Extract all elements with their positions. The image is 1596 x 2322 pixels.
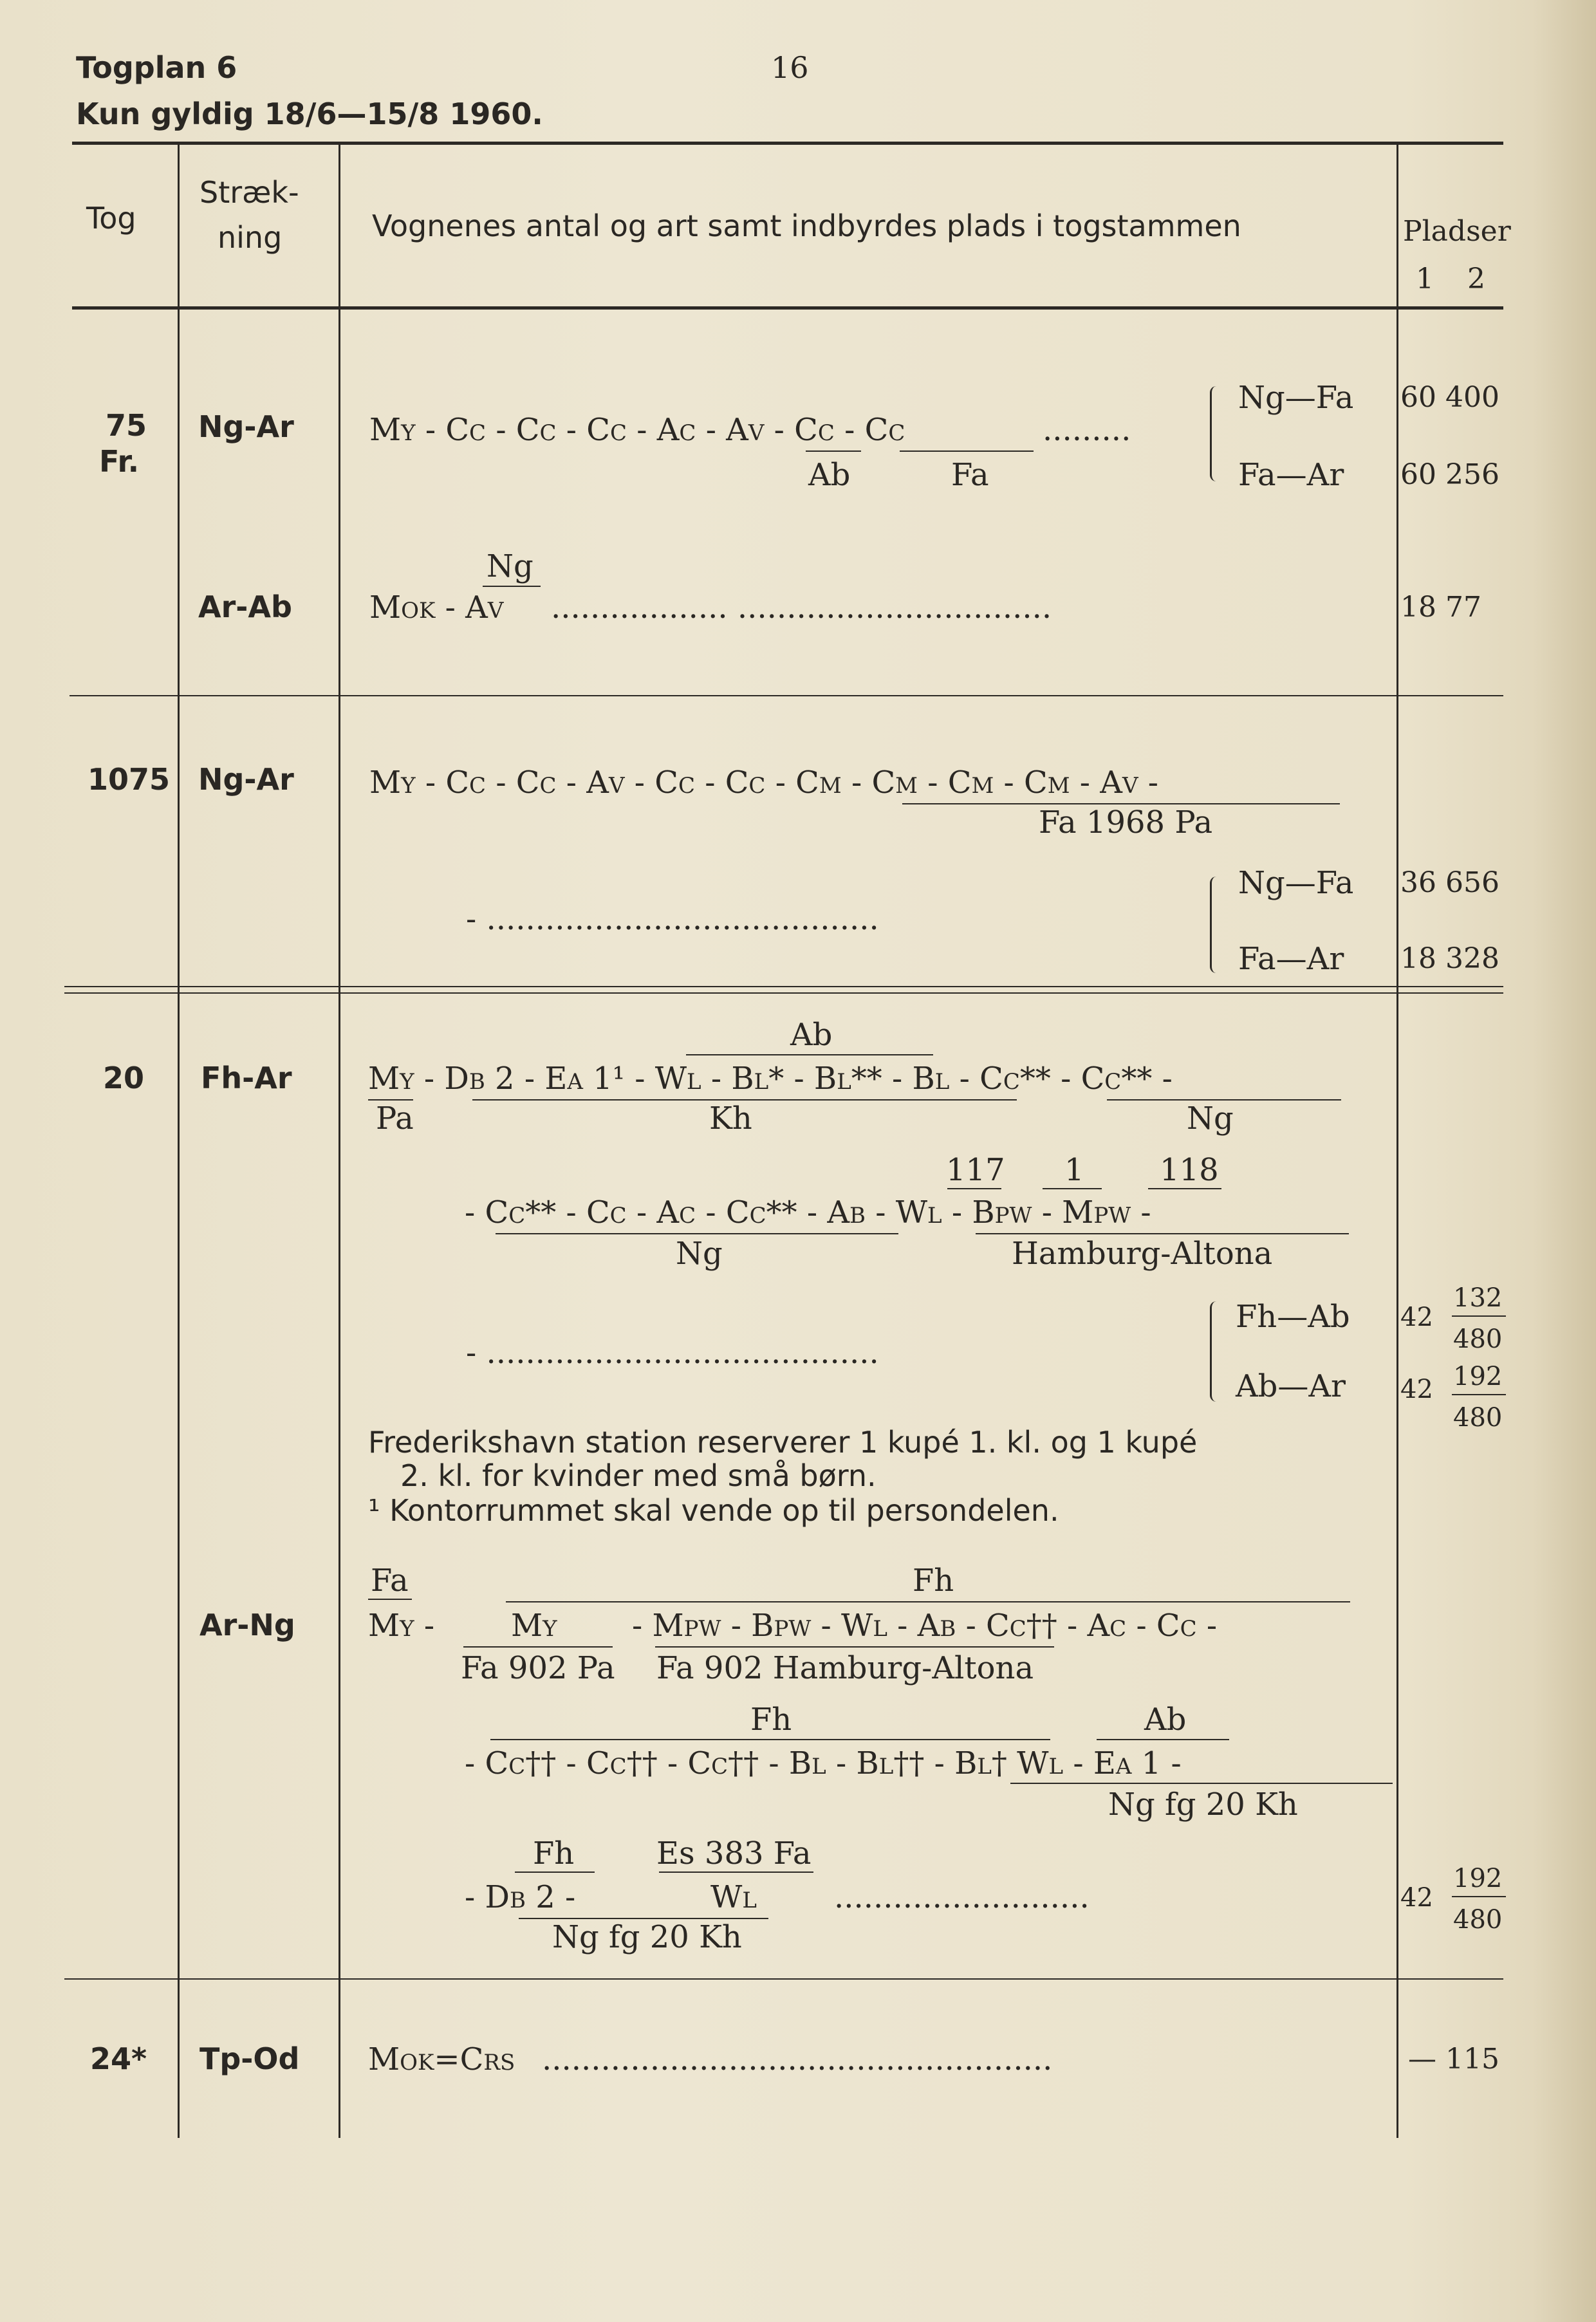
sub-label: 117 — [946, 1152, 1005, 1188]
column-rule-3 — [1396, 143, 1398, 2138]
seat-fraction-denominator: 480 — [1453, 1905, 1503, 1935]
consist-line: - Cc†† - Cc†† - Cc†† - Bl - Bl†† - Bl† Wl - Ea 1 - — [465, 1745, 1182, 1781]
segment-label: Fa—Ar — [1238, 457, 1344, 493]
leader-dots: - ........................................ — [466, 901, 879, 937]
underline — [900, 450, 1034, 452]
seat-count: — 115 — [1408, 2043, 1499, 2076]
seat-fraction-numerator: 132 — [1453, 1283, 1503, 1313]
sub-label: Fa 902 Hamburg-Altona — [656, 1650, 1034, 1686]
seat-fraction-numerator: 192 — [1453, 1864, 1503, 1893]
validity-text: Kun gyldig 18/6—15/8 1960. — [76, 97, 543, 131]
seat-count: 60 400 — [1400, 381, 1499, 414]
seat-count: 42 — [1400, 1303, 1433, 1332]
sub-label: Pa — [376, 1101, 414, 1137]
train-number: 1075 — [88, 762, 171, 797]
sub-label: Fa 1968 Pa — [1039, 804, 1213, 841]
fraction-bar — [1452, 1315, 1506, 1317]
header-rule — [72, 142, 1503, 145]
sub-label: Fh — [533, 1835, 575, 1872]
route: Ar-Ng — [200, 1608, 295, 1642]
column-header-pladser: Pladser — [1403, 215, 1511, 248]
underline — [1010, 1783, 1393, 1784]
underline — [976, 1233, 1349, 1234]
underline — [496, 1233, 898, 1234]
footnote: ¹ Kontorrummet skal vende op til persondelen. — [368, 1493, 1059, 1528]
sub-label: Ng fg 20 Kh — [552, 1919, 742, 1955]
row-divider-1075-b — [64, 992, 1503, 994]
seat-count: 36 656 — [1400, 866, 1499, 899]
sub-label: Ab — [1144, 1702, 1187, 1738]
sub-label: Kh — [709, 1101, 752, 1137]
row-divider-1075-a — [64, 986, 1503, 987]
seat-count: 60 256 — [1400, 458, 1499, 491]
seat-count: 42 — [1400, 1883, 1433, 1913]
sub-label: Ng — [1187, 1101, 1234, 1137]
column-rule-2 — [339, 143, 340, 2138]
consist-line: - Db 2 - — [465, 1879, 576, 1915]
leader-dots: .................. ................................ — [551, 590, 1052, 626]
consist-line: My - Db 2 - Ea 1¹ - Wl - Bl* - Bl** - Bl - Cc** - Cc** - — [368, 1061, 1173, 1097]
overline — [947, 1188, 1001, 1189]
consist-line: My - Cc - Cc - Cc - Ac - Av - Cc - Cc — [369, 412, 905, 448]
consist-line: Mok - Av — [369, 590, 504, 626]
brace — [1210, 1301, 1221, 1402]
route: Tp-Od — [200, 2041, 300, 2076]
note-line: 2. kl. for kvinder med små børn. — [400, 1458, 877, 1493]
route: Ng-Ar — [198, 409, 294, 444]
sub-label: 118 — [1160, 1152, 1219, 1188]
overline — [1043, 1188, 1102, 1189]
overline — [1097, 1739, 1229, 1740]
segment-label: Ab—Ar — [1236, 1368, 1346, 1404]
sub-label: Fa — [371, 1563, 409, 1599]
seat-fraction-denominator: 480 — [1453, 1403, 1503, 1433]
leader-dots: .......................... — [834, 1879, 1090, 1915]
segment-label: Fa—Ar — [1238, 941, 1344, 977]
train-number: 75 — [106, 408, 147, 443]
leader-dots: ......... — [1043, 412, 1131, 448]
note-line: Frederikshavn station reserverer 1 kupé 1. kl. og 1 kupé — [368, 1425, 1198, 1460]
sub-label: Es 383 Fa — [656, 1835, 812, 1872]
sub-label: 1 — [1064, 1152, 1084, 1188]
segment-label: Ng—Fa — [1238, 865, 1354, 901]
column-header-tog: Tog — [86, 201, 136, 236]
plan-label: Togplan 6 — [76, 50, 237, 85]
sub-label: Fh — [750, 1702, 792, 1738]
consist-line: - Mpw - Bpw - Wl - Ab - Cc†† - Ac - Cc - — [632, 1608, 1218, 1644]
train-note: Fr. — [99, 444, 140, 479]
overline — [506, 1601, 1350, 1602]
overline — [686, 1054, 933, 1055]
segment-label: Ng—Fa — [1238, 380, 1354, 416]
overline — [659, 1872, 813, 1873]
route: Ng-Ar — [198, 762, 294, 797]
sub-label: Ng — [487, 548, 534, 584]
column-header-pladser-1: 1 — [1416, 263, 1434, 295]
consist-line: - Cc** - Cc - Ac - Cc** - Ab - Wl - Bpw - Mpw - — [465, 1194, 1151, 1231]
underline — [806, 450, 861, 452]
overline — [483, 586, 541, 587]
route: Ar-Ab — [198, 590, 292, 624]
sub-label: Hamburg-Altona — [1012, 1236, 1273, 1272]
column-header-straekning-2: ning — [218, 220, 283, 255]
consist-line: My — [511, 1608, 557, 1644]
underline — [655, 1646, 1054, 1648]
leader-dots: - ........................................ — [466, 1335, 879, 1371]
consist-line: My - — [368, 1608, 435, 1644]
seat-fraction-denominator: 480 — [1453, 1324, 1503, 1354]
fraction-bar — [1452, 1896, 1506, 1897]
brace — [1210, 386, 1221, 481]
overline — [1148, 1188, 1221, 1189]
sub-label: Fh — [913, 1563, 954, 1599]
sub-label: Ab — [790, 1017, 833, 1053]
fraction-bar — [1452, 1394, 1506, 1395]
seat-count: 18 328 — [1400, 942, 1499, 975]
row-divider-20 — [64, 1978, 1503, 1980]
seat-count: 18 77 — [1400, 591, 1481, 624]
route: Fh-Ar — [201, 1061, 292, 1095]
column-rule-1 — [178, 143, 180, 2138]
row-divider-75 — [70, 695, 1503, 696]
underline — [463, 1646, 613, 1648]
seat-fraction-numerator: 192 — [1453, 1362, 1503, 1391]
sub-label: Fa 902 Pa — [461, 1650, 615, 1686]
column-header-straekning-1: Stræk- — [200, 175, 299, 210]
sub-label: Ng fg 20 Kh — [1108, 1787, 1298, 1823]
train-number: 24* — [90, 2041, 147, 2076]
consist-line: My - Cc - Cc - Av - Cc - Cc - Cm - Cm - Cm - Cm - Av - — [369, 765, 1158, 801]
column-header-rule — [72, 306, 1503, 310]
overline — [515, 1872, 595, 1873]
sub-label: Ng — [676, 1236, 723, 1272]
train-number: 20 — [103, 1061, 145, 1095]
segment-label: Fh—Ab — [1236, 1299, 1350, 1335]
sub-label: Ab — [808, 457, 851, 493]
seat-count: 42 — [1400, 1375, 1433, 1404]
overline — [490, 1739, 1050, 1740]
page-number: 16 — [771, 50, 809, 85]
column-header-vogne: Vognenes antal og art samt indbyrdes plads i togstammen — [372, 209, 1241, 243]
sub-label: Fa — [951, 457, 989, 493]
leader-dots: .................................................... — [542, 2041, 1053, 2077]
brace — [1210, 877, 1221, 973]
overline — [368, 1599, 412, 1600]
column-header-pladser-2: 2 — [1467, 263, 1485, 295]
consist-line: Wl — [710, 1879, 757, 1915]
consist-line: Mok=Crs — [368, 2041, 515, 2077]
